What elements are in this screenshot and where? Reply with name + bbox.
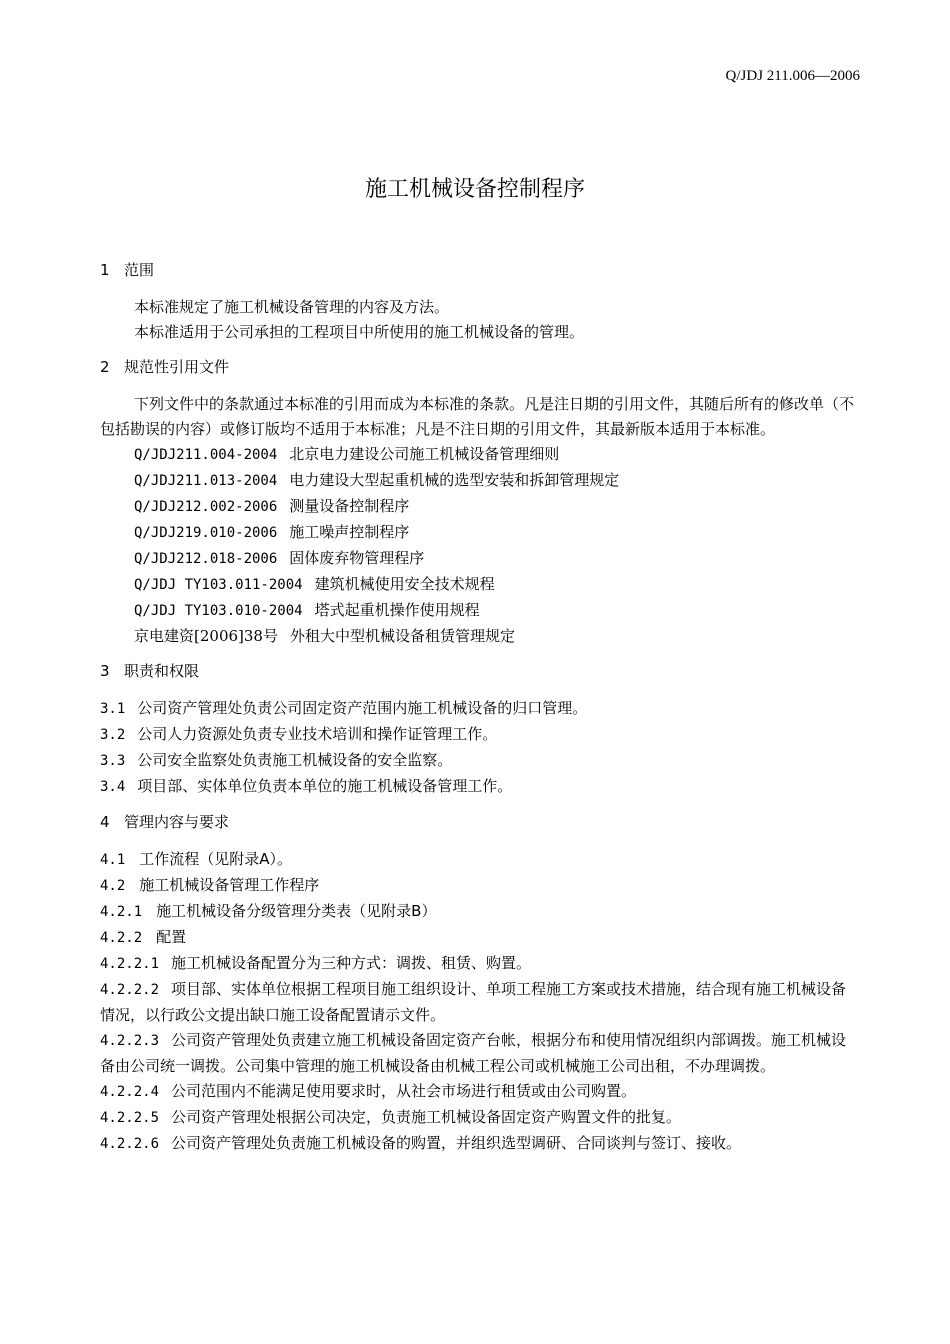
paragraph: 本标准规定了施工机械设备管理的内容及方法。 [134,298,450,316]
reference-item [134,546,857,572]
reference-title: 电力建设大型起重机械的选型安装和拆卸管理规定 [289,471,620,489]
subsection-heading [100,899,857,925]
section-title: 管理内容与要求 [124,813,230,831]
reference-title: 固体废弃物管理程序 [289,549,425,567]
reference-title: 建筑机械使用安全技术规程 [314,575,495,593]
document-body [100,258,857,1157]
section-title: 规范性引用文件 [124,358,230,376]
reference-code: Q/JDJ212.018-2006 [134,551,278,567]
clause-number: 4.1 [100,852,126,868]
reference-item [134,572,857,598]
reference-title: 测量设备控制程序 [289,497,410,515]
clause [100,1028,857,1079]
reference-item [134,624,857,649]
clause [100,696,857,722]
section-number: 3 [100,662,110,680]
reference-item [134,494,857,520]
clause-number: 4.2.2.5 [100,1110,160,1126]
section-number: 4 [100,813,110,831]
clause-text: 公司资产管理处负责施工机械设备的购置，并组织选型调研、合同谈判与签订、接收。 [171,1134,742,1152]
clause-text: 公司安全监察处负责施工机械设备的安全监察。 [137,751,453,769]
reference-title: 北京电力建设公司施工机械设备管理细则 [289,445,560,463]
reference-code: Q/JDJ219.010-2006 [134,525,278,541]
clause-text: 公司范围内不能满足使用要求时，从社会市场进行租赁或由公司购置。 [171,1082,637,1100]
reference-code: Q/JDJ212.002-2006 [134,499,278,515]
paragraph: 本标准适用于公司承担的工程项目中所使用的施工机械设备的管理。 [134,323,585,341]
section-1-heading [100,258,857,283]
clause [100,1105,857,1131]
clause-text: 公司资产管理处负责建立施工机械设备固定资产台帐，根据分布和使用情况组织内部调拨。施工机械设备由公司统一调拨。公司集中管理的施工机械设备由机械工程公司或机械施工公司出租，不办理调拨。 [100,1031,847,1075]
section-2-heading [100,355,857,380]
clause [100,722,857,748]
clause-number: 3.2 [100,727,126,743]
reference-item [134,598,857,624]
clause-text: 公司人力资源处负责专业技术培训和操作证管理工作。 [137,725,498,743]
clause [100,748,857,774]
clause [100,951,857,977]
subsection-heading [100,847,857,873]
page-title: 施工机械设备控制程序 [364,177,585,202]
clause [100,1131,857,1157]
clause-number: 4.2.2.3 [100,1033,160,1049]
subsection-heading [100,873,857,899]
clause [100,977,857,1028]
reference-list [100,442,857,649]
section-3-heading [100,659,857,684]
subsection-title: 配置 [156,928,187,946]
clause-number: 3.3 [100,753,126,769]
reference-code: Q/JDJ211.004-2004 [134,447,278,463]
section-4-heading [100,810,857,835]
subsection-title: 工作流程（见附录A）。 [139,850,293,868]
reference-code: Q/JDJ TY103.010-2004 [134,603,303,619]
clause-text: 公司资产管理处根据公司决定，负责施工机械设备固定资产购置文件的批复。 [171,1108,682,1126]
clause-text: 施工机械设备配置分为三种方式：调拨、租赁、购置。 [171,954,532,972]
clause-number: 4.2.2.2 [100,982,160,998]
section-number: 1 [100,261,110,279]
clause-number: 4.2 [100,878,126,894]
clause-text: 项目部、实体单位负责本单位的施工机械设备管理工作。 [137,777,513,795]
clause-number: 3.4 [100,779,126,795]
section-number: 2 [100,358,110,376]
reference-title: 施工噪声控制程序 [289,523,410,541]
clause-number: 4.2.2.6 [100,1136,160,1152]
clause-number: 4.2.2.1 [100,956,160,972]
reference-code: Q/JDJ211.013-2004 [134,473,278,489]
clause [100,774,857,800]
clause-number: 4.2.1 [100,904,143,920]
clause-number: 3.1 [100,701,126,717]
clause-number: 4.2.2 [100,930,143,946]
reference-item [134,520,857,546]
reference-title: 塔式起重机操作使用规程 [314,601,480,619]
clause-number: 4.2.2.4 [100,1084,160,1100]
subsection-title: 施工机械设备管理工作程序 [139,876,320,894]
section-title: 范围 [124,261,155,279]
section-title: 职责和权限 [124,662,200,680]
subsection-heading [100,925,857,951]
clause [100,1079,857,1105]
reference-item [134,468,857,494]
reference-code: Q/JDJ TY103.011-2004 [134,577,303,593]
subsection-title: 施工机械设备分级管理分类表（见附录B） [156,902,437,920]
clause-text: 公司资产管理处负责公司固定资产范围内施工机械设备的归口管理。 [137,699,588,717]
standard-code: Q/JDJ 211.006—2006 [725,68,860,84]
paragraph: 下列文件中的条款通过本标准的引用而成为本标准的条款。凡是注日期的引用文件，其随后所有的修改单（不包括勘误的内容）或修订版均不适用于本标准；凡是不注日期的引用文件，其最新版本适用于本标准。 [100,395,855,438]
reference-title: 外租大中型机械设备租赁管理规定 [289,627,515,645]
clause-text: 项目部、实体单位根据工程项目施工组织设计、单项工程施工方案或技术措施，结合现有施工机械设备情况，以行政公文提出缺口施工设备配置请示文件。 [100,980,847,1024]
reference-item [134,442,857,468]
reference-code: 京电建资[2006]38号 [134,627,278,645]
